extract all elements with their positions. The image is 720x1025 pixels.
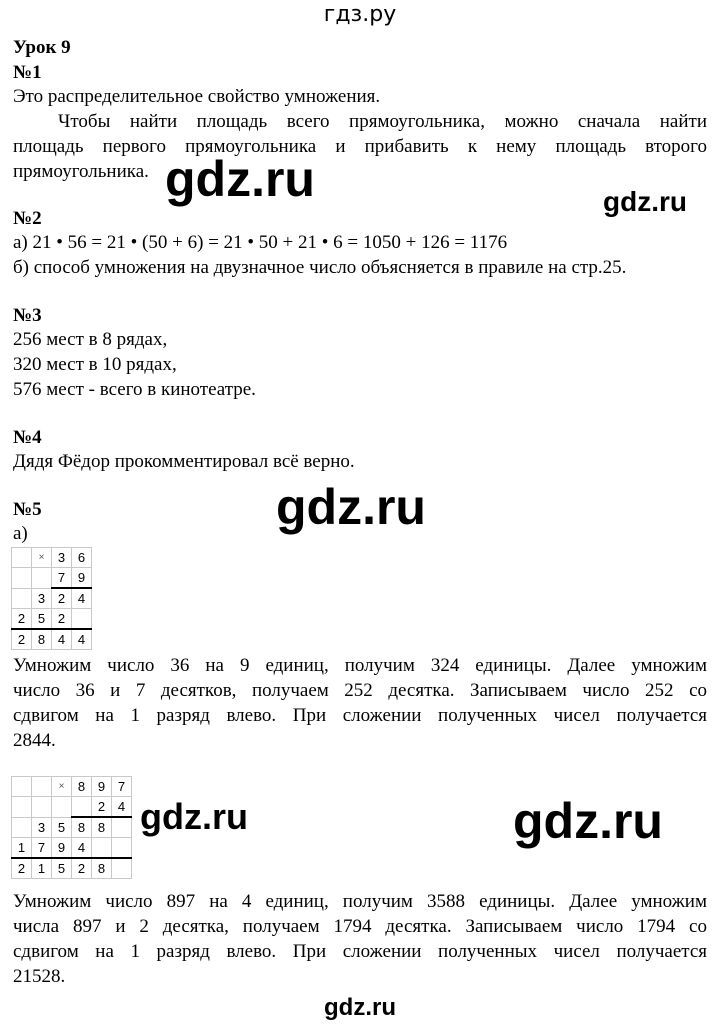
task3-line: 256 мест в 8 рядах,	[13, 329, 168, 350]
grid-cell: 6	[72, 548, 92, 568]
grid-cell: 2	[92, 797, 112, 818]
grid-cell: 7	[112, 777, 132, 797]
grid-cell: 8	[32, 629, 52, 650]
grid-cell: 2	[12, 609, 32, 630]
grid-cell	[92, 838, 112, 859]
grid-cell: 4	[72, 629, 92, 650]
lesson-title: Урок 9	[13, 37, 71, 58]
grid-cell	[12, 777, 32, 797]
task2-line-a: а) 21 • 56 = 21 • (50 + 6) = 21 • 50 + 21 • 6 = 1050 + 126 = 1176	[13, 232, 508, 253]
watermark: gdz.ru	[276, 479, 426, 535]
grid-cell: 3	[32, 817, 52, 838]
grid-cell: 8	[92, 858, 112, 879]
grid-cell: 8	[72, 817, 92, 838]
grid-cell	[112, 858, 132, 879]
grid-cell: 9	[72, 568, 92, 589]
grid-cell	[52, 797, 72, 818]
grid-cell: 4	[72, 588, 92, 609]
task5-explanation-line: 2844.	[13, 730, 56, 751]
task2-line-b: б) способ умножения на двузначное число объясняется в правиле на стр.25.	[13, 257, 627, 278]
task5-explanation-line: числа 897 и 2 десятка, получаем 1794 десятка. Записываем число 1794 со	[13, 916, 707, 937]
grid-cell: 4	[52, 629, 72, 650]
grid-cell: 7	[52, 568, 72, 589]
grid-cell	[112, 838, 132, 859]
grid-cell: 5	[52, 858, 72, 879]
multiply-sign: ×	[52, 777, 72, 797]
grid-cell: 9	[92, 777, 112, 797]
grid-cell	[12, 568, 32, 589]
task3-line: 576 мест - всего в кинотеатре.	[13, 379, 256, 400]
task5-heading: №5	[13, 499, 42, 520]
grid-cell	[12, 548, 32, 568]
grid-cell: 8	[92, 817, 112, 838]
task1-paragraph-line: прямоугольника.	[13, 161, 149, 182]
task3-line: 320 мест в 10 рядах,	[13, 354, 177, 375]
grid-cell: 3	[52, 548, 72, 568]
grid-cell: 5	[52, 817, 72, 838]
grid-cell: 2	[12, 629, 32, 650]
task2-heading: №2	[13, 208, 42, 229]
grid-cell: 9	[52, 838, 72, 859]
grid-cell: 1	[12, 838, 32, 859]
task5-explanation-line: Умножим число 36 на 9 единиц, получим 324 единицы. Далее умножим	[13, 655, 707, 676]
task5-explanation-line: сдвигом на 1 разряд влево. При сложении полученных чисел получается	[13, 705, 707, 726]
watermark: gdz.ru	[513, 793, 663, 849]
task5-explanation-line: число 36 и 7 десятков, получаем 252 десятка. Записываем число 252 со	[13, 680, 707, 701]
multiply-sign: ×	[32, 548, 52, 568]
grid-cell: 4	[112, 797, 132, 818]
grid-cell	[112, 817, 132, 838]
grid-cell	[12, 797, 32, 818]
grid-cell: 1	[32, 858, 52, 879]
grid-cell	[12, 817, 32, 838]
grid-cell: 8	[72, 777, 92, 797]
grid-cell: 2	[12, 858, 32, 879]
task4-heading: №4	[13, 427, 42, 448]
grid-cell	[32, 797, 52, 818]
watermark: gdz.ru	[165, 151, 315, 207]
grid-cell	[32, 568, 52, 589]
grid-cell: 2	[52, 588, 72, 609]
grid-cell: 3	[32, 588, 52, 609]
grid-cell	[72, 609, 92, 630]
site-header-watermark: гдз.ру	[323, 2, 397, 27]
watermark: gdz.ru	[140, 796, 248, 837]
grid-cell: 5	[32, 609, 52, 630]
task3-heading: №3	[13, 305, 42, 326]
multiplication-grid-36x79	[11, 547, 92, 650]
task1-paragraph-line: площадь первого прямоугольника и прибавить к нему площадь второго	[13, 136, 707, 157]
grid-cell: 2	[52, 609, 72, 630]
task1-paragraph-line: Чтобы найти площадь всего прямоугольника, можно сначала найти	[58, 111, 707, 132]
grid-cell	[32, 777, 52, 797]
task5-explanation-line: Умножим число 897 на 4 единиц, получим 3588 единицы. Далее умножим	[13, 891, 707, 912]
grid-cell: 7	[32, 838, 52, 859]
watermark: gdz.ru	[603, 186, 687, 217]
grid-cell	[12, 588, 32, 609]
task1-heading: №1	[13, 62, 42, 83]
watermark: gdz.ru	[324, 994, 396, 1021]
grid-cell	[72, 797, 92, 818]
task5-part-a-label: а)	[13, 523, 28, 544]
task1-line: Это распределительное свойство умножения.	[13, 86, 381, 107]
task5-explanation-line: 21528.	[13, 966, 66, 987]
multiplication-grid-897x24	[11, 776, 132, 879]
grid-cell: 2	[72, 858, 92, 879]
grid-cell: 4	[72, 838, 92, 859]
task5-explanation-line: сдвигом на 1 разряд влево. При сложении полученных чисел получается	[13, 941, 707, 962]
task4-line: Дядя Фёдор прокомментировал всё верно.	[13, 451, 355, 472]
